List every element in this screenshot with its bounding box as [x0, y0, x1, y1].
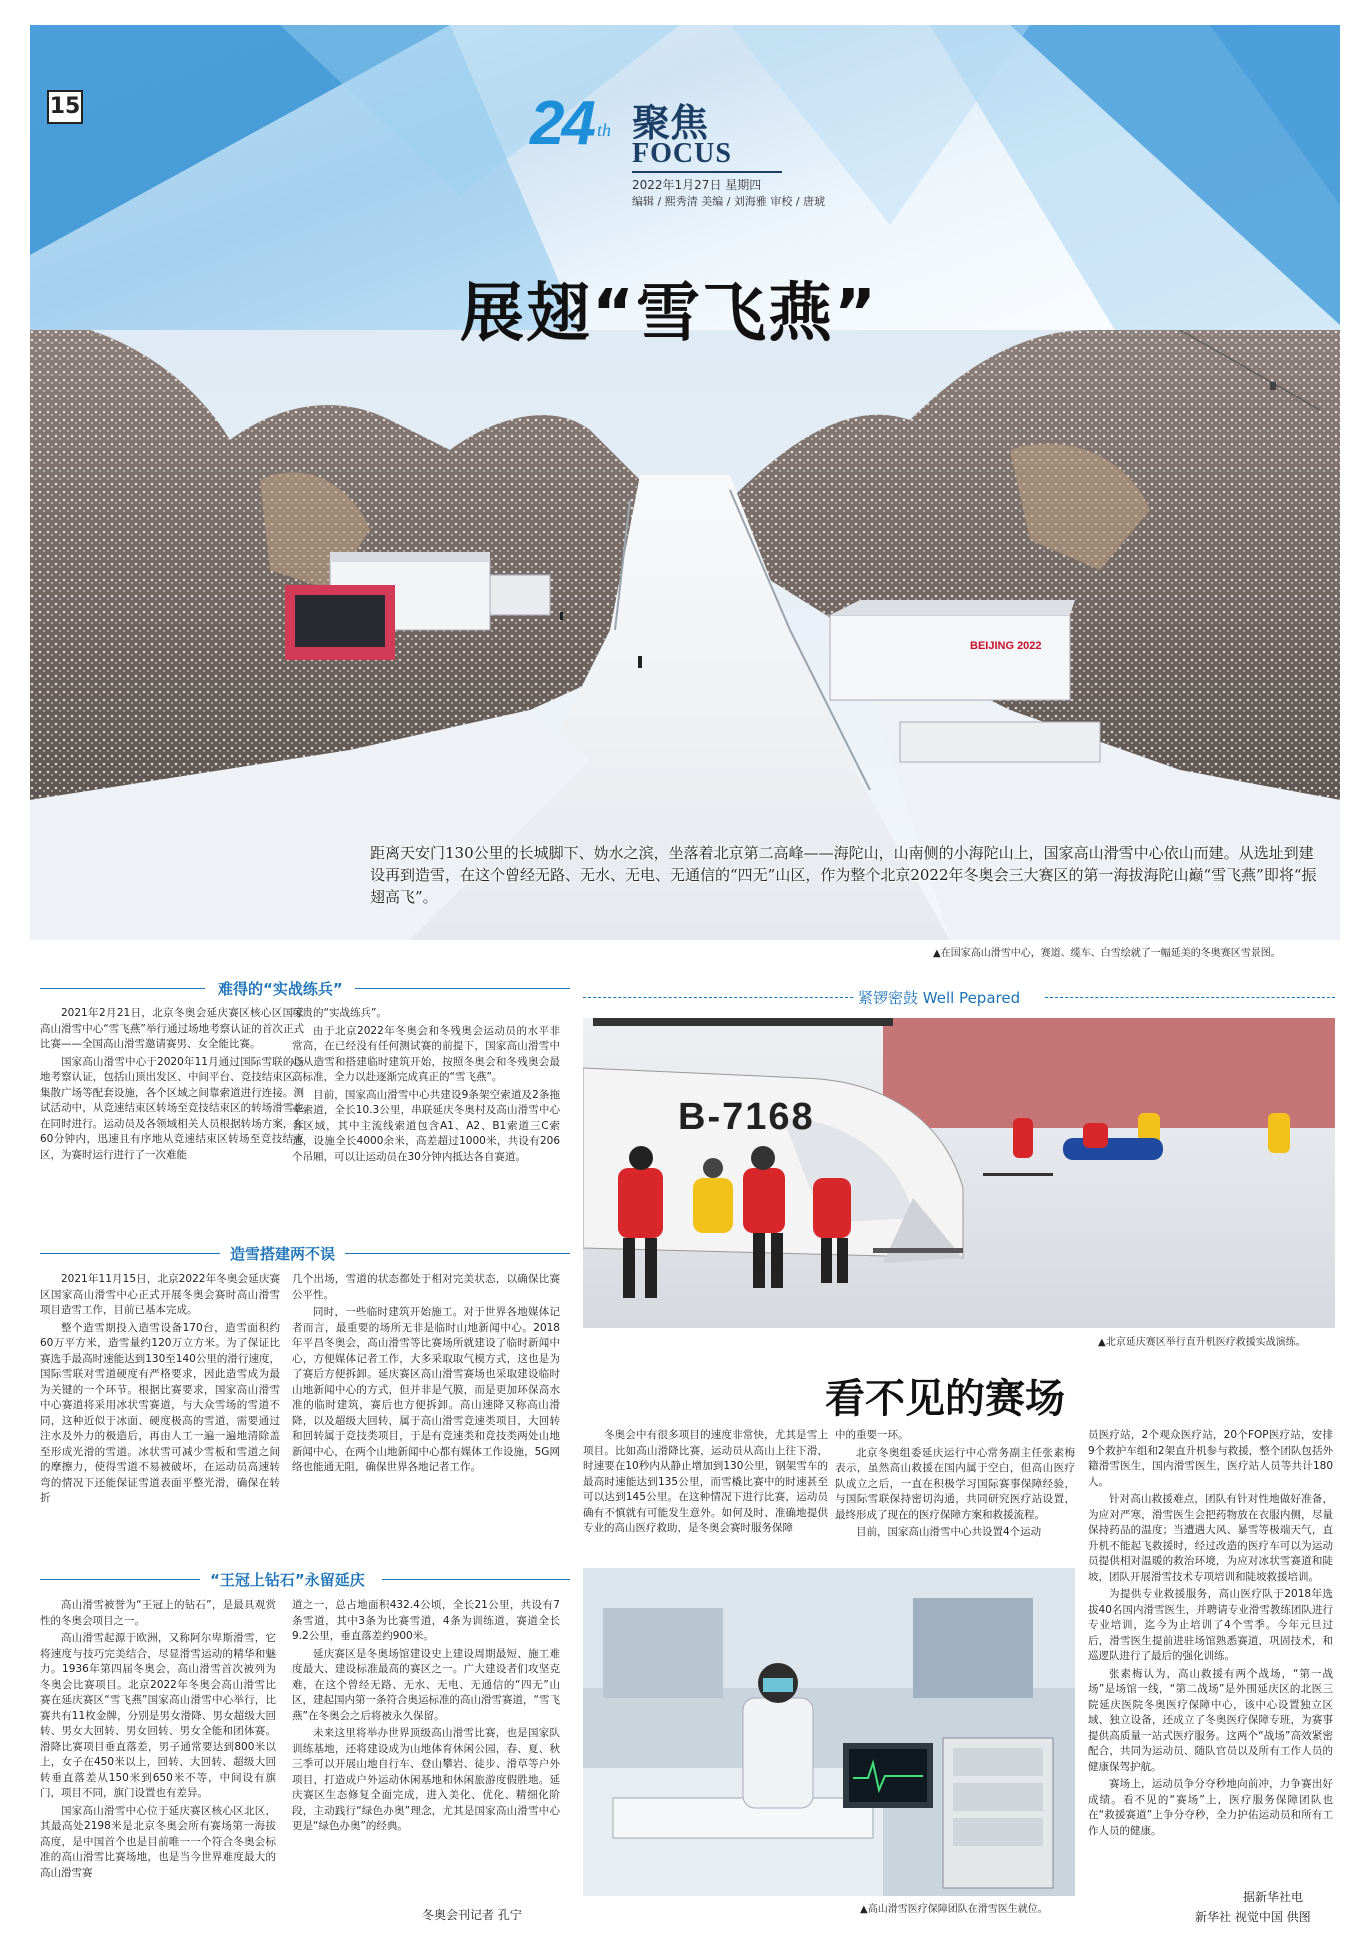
paragraph: 高山滑雪被誉为“王冠上的钻石”，是最具观赏性的冬奥会项目之一。 — [40, 1599, 276, 1627]
medical-photo-caption: ▲高山滑雪医疗保障团队在滑雪医生就位。 — [860, 1904, 1048, 1915]
editors-line: 编辑 / 熙秀清 美编 / 刘海雅 审校 / 唐琥 — [632, 195, 826, 208]
helicopter-photo-caption: ▲北京延庆赛区举行直升机医疗救援实战演练。 — [1098, 1337, 1306, 1348]
paragraph: 为提供专业救援服务，高山医疗队于2018年选拔40名国内滑雪医生，并聘请专业滑雪教练团队进行专业培训，迄今为止培训了4个雪季。今年元旦过后，滑雪医生提前进驻场馆熟悉赛道，巩固技术，和巡逻队进行了最后的强化训练。 — [1088, 1588, 1333, 1662]
helicopter-tail-number: B-7168 — [678, 1096, 815, 1138]
paragraph: 2021年2月21日，北京冬奥会延庆赛区核心区国家高山滑雪中心“雪飞燕”举行通过场地考察认证的首次正式比赛——全国高山滑雪邀请赛男、女全能比赛。 — [40, 1007, 304, 1050]
hero-photo-caption: ▲在国家高山滑雪中心，赛道、缆车、白雪绘就了一幅延美的冬奥赛区雪景图。 — [933, 948, 1281, 959]
wire-signature: 据新华社电 — [1243, 1890, 1304, 1904]
paragraph: 未来这里将举办世界顶级高山滑雪比赛，也是国家队训练基地，还将建设成为山地体育休闲公园，春、夏、秋三季可以开展山地自行车、登山攀岩、徒步、滑草等户外项目，打造成户外运动休闲基地和休闲旅游度假胜地。延庆赛区生态修复全面完成，进入美化、优化、精细化阶段，主动践行“绿色办奥”理念，尤其是国家高山滑雪中心更是“绿色办奥”的经典。 — [292, 1727, 560, 1832]
paragraph: 2021年11月15日，北京2022年冬奥会延庆赛区国家高山滑雪中心正式开展冬奥会赛时高山滑雪项目造雪工作，目前已基本完成。 — [40, 1273, 280, 1316]
paragraph: 北京冬奥组委延庆运行中心常务副主任张素梅表示，虽然高山救援在国内属于空白，但高山医疗队成立之后，一直在积极学习国际赛事保障经验，与国际雪联保持密切沟通，共同研究医疗站设置，最终形成了现在的医疗保障方案和救援流程。 — [835, 1446, 1075, 1521]
hero-caption: 距离天安门130公里的长城脚下、妫水之滨，坐落着北京第二高峰——海陀山，山南侧的小海陀山上，国家高山滑雪中心依山而建。从选址到建设再到造雪，在这个曾经无路、无水、无电、无通信的“四无”山区，作为整个北京2022年冬奥会三大赛区的第一海拔海陀山巅“雪飞燕”即将“振翅高飞”。 — [370, 844, 1317, 906]
section-2-col-2 — [292, 1272, 560, 1478]
paragraph: 针对高山救援难点，团队有针对性地做好准备，为应对严寒，滑雪医生会把药物放在衣服内侧，尽量保持药品的温度；当遭遇大风、暴雪等极端天气，直升机不能起飞救援时，经过改造的医疗车可以为运动员提供相对温暖的救治环境，为应对冰状雪赛道和陡坡，团队开展滑雪技术专项培训和陡坡救援培训。 — [1088, 1493, 1333, 1583]
banner-well-prepared: 紧锣密鼓 Well Pepared — [858, 989, 1021, 1007]
banner-dashed-rule — [583, 997, 853, 998]
logo-24-number: 24 — [530, 89, 593, 158]
paragraph: 目前，国家高山滑雪中心共设置4个运动 — [856, 1526, 1042, 1538]
section-3-col-2 — [292, 1598, 560, 1837]
paragraph: 可贵的“实战练兵”。 — [292, 1007, 387, 1019]
section-heading-3: “王冠上钻石”永留延庆 — [210, 1571, 365, 1589]
paragraph: 国家高山滑雪中心于2020年11月通过国际雪联的场地考察认证，包括山顶出发区、中间平台、竞技结束区、集散广场等配套设施，各个区域之间靠索道进行连接。测试活动中，从竞速结束区转场至竞技结束区的转场滑雪也在同时进行。运动员及各领域相关人员根据转场方案，在60分钟内，迅速且有序地从竞速结束区转场至竞技结束区，为赛时运行进行了一次难能 — [40, 1055, 304, 1161]
page-number: 15 — [47, 90, 83, 124]
paragraph: 几个出场，雪道的状态都处于相对完美状态，以确保比赛公平性。 — [292, 1273, 560, 1301]
paragraph: 目前，国家高山滑雪中心共建设9条架空索道及2条拖牵索道，全长10.3公里，串联延庆冬奥村及高山滑雪中心各区域，其中主流线索道包含A1、A2、B1索道三C索道，设施全长4000余米，高差超过1000米，共设有206个吊厢，可以让运动员在30分钟内抵达各自赛道。 — [292, 1088, 560, 1163]
hospital-illustration — [583, 1568, 1075, 1896]
paragraph: 由于北京2022年冬奥会和冬残奥会运动员的水平非常高，在已经没有任何测试赛的前提下，国家高山滑雪中心从造雪和搭建临时建筑开始，按照冬奥会和冬残奥会最高标准，全力以赴逐渐完成真正的“雪飞燕”。 — [292, 1024, 560, 1083]
logo-th-suffix: th — [597, 120, 612, 140]
helicopter-illustration — [583, 1018, 1335, 1328]
paragraph: 中的重要一环。 — [835, 1429, 909, 1441]
paragraph: 员医疗站，2个观众医疗站，20个FOP医疗站，安排9个救护车组和2架直升机参与救援，整个团队包括外籍滑雪医生，国内滑雪医生，医疗站人员等共计180人。 — [1088, 1429, 1333, 1488]
section-title-en: FOCUS — [632, 138, 732, 169]
section-1-col-1 — [40, 1006, 304, 1165]
paragraph: 赛场上，运动员争分夺秒地向前冲，力争赛出好成绩。看不见的“赛场”上，医疗服务保障团队也在“救援赛道”上争分夺秒，全力护佑运动员和所有工作人员的健康。 — [1088, 1778, 1333, 1837]
article-col-1 — [583, 1428, 828, 1539]
paragraph: 同时，一些临时建筑开始施工。对于世界各地媒体记者而言，最重要的场所无非是临时山地新闻中心。2018年平昌冬奥会，高山滑雪等比赛场所就建设了临时新闻中心，方便媒体记者工作，大多采取取气模方式，这也是为了赛后方便拆卸。延庆赛区高山滑雪赛场也采取建设临时山地新闻中心的方式，但并非是气膜，而是更加环保高水准的临时建筑，赛后也方便拆卸。高山速降又称高山滑降，以及超级大回转，属于高山滑雪竞速类项目，大回转和回转属于竞技类项目，于是有竞速类和竞技类两处山地新闻中心，在两个山地新闻中心都有媒体工作设施，5G网络也能通无阻，确保世界各地记者工作。 — [292, 1306, 560, 1473]
helicopter-rescue-photo — [583, 1018, 1335, 1328]
article-col-3 — [1088, 1428, 1333, 1841]
paragraph: 张素梅认为，高山救援有两个战场，“第一战场”是场馆一线，“第二战场”是外围延庆区的北医三院延庆医院冬奥医疗保障中心，该中心设置独立区域、独立设备，还成立了冬奥医疗保障专班，为赛事提供高质量一站式医疗服务。这两个“战场”高效紧密配合，共同为运动员、随队官员以及所有工作人员的健康保驾护航。 — [1088, 1667, 1333, 1773]
paragraph: 道之一，总占地面积432.4公顷，全长21公里，共设有7条雪道，其中3条为比赛雪道，4条为训练道，赛道全长9.2公里，垂直落差约900米。 — [292, 1599, 560, 1642]
section-rule — [632, 171, 782, 173]
article-title: 看不见的赛场 — [825, 1376, 1065, 1422]
heading-rule — [382, 1579, 570, 1580]
paragraph: 冬奥会中有很多项目的速度非常快，尤其是雪上项目。比如高山滑降比赛，运动员从高山上往下滑，时速要在10秒内从静止增加到130公里，钢架雪车的最高时速能达到135公里，而雪橇比赛中的时速甚至可以达到145公里。在这种情况下进行比赛，运动员确有不慎就有可能发生意外。如何及时、准确地提供专业的高山医疗救助，是冬奥会赛时服务保障 — [583, 1429, 828, 1534]
section-title-cn: 聚焦 — [632, 101, 709, 145]
heading-rule — [40, 988, 205, 989]
heading-rule — [345, 1253, 570, 1254]
banner-dashed-rule — [1045, 997, 1335, 998]
heading-rule — [40, 1253, 220, 1254]
heading-rule — [355, 988, 570, 989]
section-1-col-2 — [292, 1006, 560, 1167]
medical-team-photo — [583, 1568, 1075, 1896]
issue-date: 2022年1月27日 星期四 — [632, 178, 762, 192]
section-heading-2: 造雪搭建两不误 — [230, 1245, 336, 1263]
paragraph: 国家高山滑雪中心位于延庆赛区核心区北区，其最高处2198米是北京冬奥会所有赛场第一海拔高度，是中国首个也是目前唯一一个符合冬奥会标准的高山滑雪比赛场地，也是当今世界难度最大的高山滑雪赛 — [40, 1804, 276, 1879]
heading-rule — [40, 1579, 200, 1580]
venue-sign: BEIJING 2022 — [970, 640, 1042, 652]
section-3-col-1 — [40, 1598, 276, 1883]
article-col-2 — [835, 1428, 1075, 1543]
section-heading-1: 难得的“实战练兵” — [218, 980, 343, 998]
paragraph: 整个造雪期投入造雪设备170台，造雪面积约60万平方米，造雪量约120万立方米。为了保证比赛选手最高时速能达到130至140公里的滑行速度，国际雪联对雪道硬度有严格要求，因此造雪成为最为关键的一个环节。根据比赛要求，国家高山滑雪中心赛道将采用冰状雪赛道，与大众雪场的雪道不同，这种近似于冰面、硬度极高的雪道，需要通过注水及外力的极造后，再由人工一遍一遍地清除盖至形成光滑的雪道。冰状雪可减少雪板和雪道之间的摩擦力，使得雪道不易被破坏，在运动员高速转弯的情况下还能保证雪道表面平整光滑，确保在转折 — [40, 1321, 280, 1504]
photo-credit: 新华社 视觉中国 供图 — [1195, 1910, 1311, 1924]
paragraph: 延庆赛区是冬奥场馆建设史上建设周期最短、施工难度最大、建设标准最高的赛区之一。广大建设者们攻坚克难，在这个曾经无路、无水、无电、无通信的“四无”山区，建起国内第一条符合奥运标准的高山滑雪赛道，“雪飞燕”在冬奥会之后将被永久保留。 — [292, 1647, 560, 1722]
section-2-col-1 — [40, 1272, 280, 1509]
reporter-signature: 冬奥会刊记者 孔宁 — [422, 1908, 522, 1922]
main-title: 展翅“雪飞燕” — [460, 277, 879, 351]
paragraph: 高山滑雪起源于欧洲，又称阿尔卑斯滑雪，它将速度与技巧完美结合，尽显滑雪运动的精华和魅力。1936年第四届冬奥会，高山滑雪首次被列为冬奥会比赛项目。北京2022年冬奥会高山滑雪比赛在延庆赛区“雪飞燕”国家高山滑雪中心举行，比赛共有11枚金牌，分别是男女滑降、男女超级大回转、男女大回转、男女回转、男女全能和团体赛。滑降比赛项目垂直落差，男子通常要达到800米以上，女子在450米以上，回转、大回转、超级大回转垂直落差从150米到650米不等，中间设有旗门，项目不同，旗门设置也有差异。 — [40, 1632, 276, 1799]
